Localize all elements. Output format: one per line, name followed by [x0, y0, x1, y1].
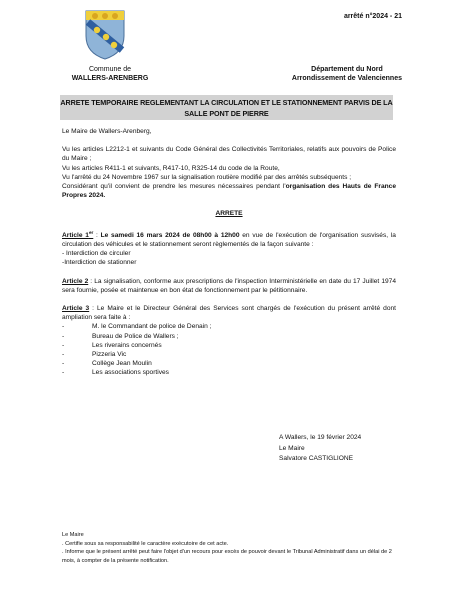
commune-name: WALLERS-ARENBERG: [71, 75, 149, 82]
list-item: - Les associations sportives: [62, 368, 396, 377]
considerant-event: organisation des Hauts de France Propres 2024.: [62, 183, 396, 200]
vu-code-route: Vu les articles R411-1 et suivants, R417-10, R325-14 du code de la Route,: [62, 164, 280, 172]
article-2: [62, 277, 396, 295]
considerant: [62, 182, 396, 200]
vu-cgct: Vu les articles L2212-1 et suivants du Code Général des Collectivités Territoriales, relatifs aux pouvoirs de Police du Maire ;: [62, 146, 396, 163]
article-2-text: : La signalisation, conforme aux prescriptions de l'inspection Interministérielle en date du 17 Juillet 1974 sera fournie, posée et maintenue en bon état de fonctionnement par le pétitionnaire.: [62, 277, 396, 294]
department-name: Département du Nord: [311, 66, 383, 73]
list-item: - M. le Commandant de police de Denain ;: [62, 322, 396, 331]
legal-footer: [62, 531, 398, 566]
recipient-list: [62, 322, 396, 377]
considerant-text: Considérant qu'il convient de prendre les mesures nécessaires pendant l': [62, 183, 286, 191]
article-1-item: -Interdiction de stationner: [62, 259, 137, 267]
article-1-text: en vue de l'exécution de l'organisation susvisés, la circulation des véhicules et le stationnement seront règlementés de la façon suivante :: [62, 231, 396, 249]
article-3-text: : Le Maire et le Directeur Général des Services sont chargés de l'exécution du présent arrêté dont ampliation sera faite à :: [62, 305, 396, 322]
arrondissement-name: Arrondissement de Valenciennes: [291, 75, 402, 82]
decree-body: [62, 127, 396, 378]
article-1-label: Article 1er: [62, 229, 94, 239]
list-item: - Les riverains concernés: [62, 341, 396, 350]
footer-title: Le Maire: [62, 532, 84, 538]
list-item: - Bureau de Police de Wallers ;: [62, 332, 396, 341]
department-block: [292, 65, 402, 83]
article-3-label: Article 3: [62, 305, 90, 313]
signature-role: Le Maire: [279, 444, 305, 452]
footer-certification: . Certifie sous sa responsabilité le caractère exécutoire de cet acte.: [62, 540, 229, 547]
coat-of-arms-icon: [83, 8, 127, 61]
signature-place-date: A Wallers, le 19 février 2024: [279, 434, 362, 441]
list-item: - Collège Jean Moulin: [62, 359, 396, 368]
article-3: [62, 304, 396, 322]
article-1-colon: :: [93, 231, 98, 239]
decree-reference: arrêté n°2024 - 21: [343, 13, 402, 20]
signature-name: Salvatore CASTIGLIONE: [279, 455, 354, 462]
article-1-date: Le samedi 16 mars 2024 de 08h00 à 12h00: [100, 231, 240, 239]
arrete-heading: ARRETE: [215, 210, 243, 218]
article-1-item: - Interdiction de circuler: [62, 250, 131, 258]
article-1: [62, 228, 396, 250]
mayor-line: Le Maire de Wallers-Arenberg,: [62, 128, 152, 135]
signature-block: [279, 433, 361, 465]
footer-appeal-notice: . Informe que le présent arrêté peut faire l'objet d'un recours pour excès de pouvoir devant le Tribunal Administratif dans un délai de 2 mois, à compter de la présente notification.: [62, 549, 392, 565]
article-2-label: Article 2: [62, 277, 89, 285]
decree-title: ARRETE TEMPORAIRE REGLEMENTANT LA CIRCULATION ET LE STATIONNEMENT PARVIS DE LA SALLE PONT DE PIERRE: [60, 95, 393, 120]
commune-block: [62, 65, 158, 83]
list-item: - Pizzeria Vic: [62, 350, 396, 359]
vu-arrete-1967: Vu l'arrêté du 24 Novembre 1967 sur la signalisation routière modifié par des arrêtés subséquents ;: [62, 173, 352, 181]
commune-label: Commune de: [88, 66, 132, 73]
